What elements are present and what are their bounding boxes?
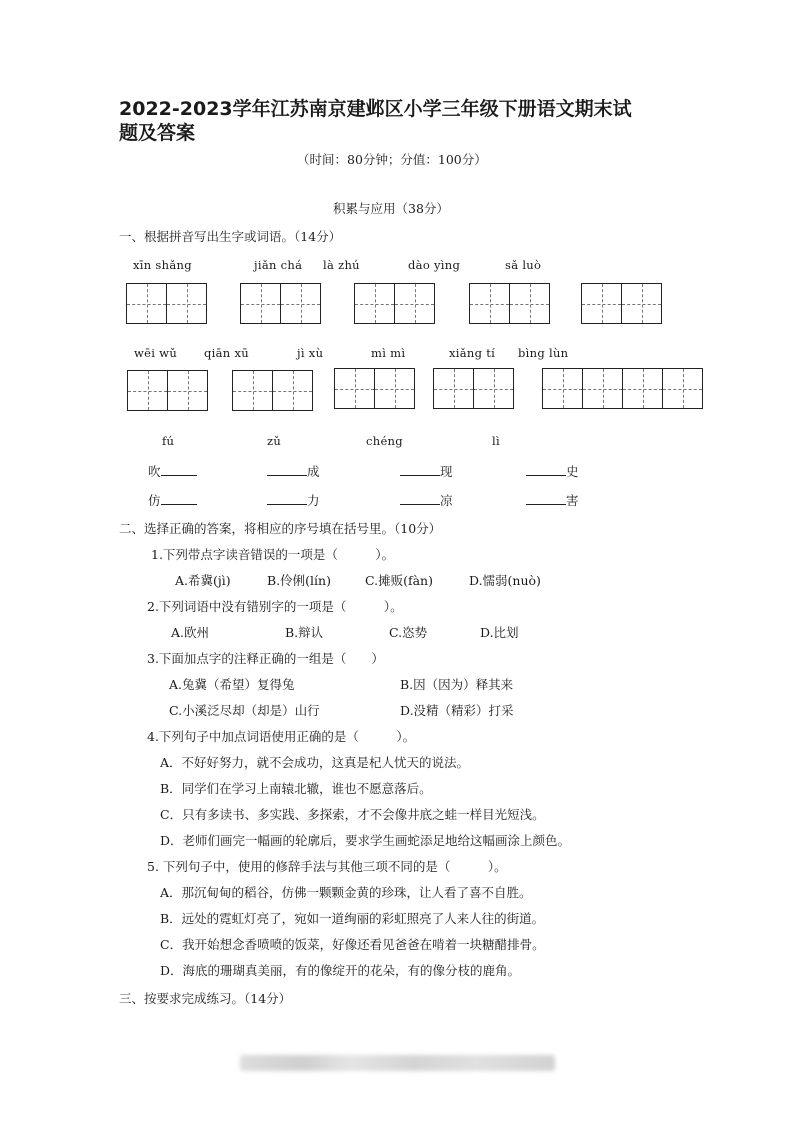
- writing-grid[interactable]: [240, 283, 321, 324]
- fill-item: 害: [526, 491, 579, 509]
- option[interactable]: A.兔冀（希望）复得兔: [169, 677, 295, 692]
- option[interactable]: C．只有多读书、多实践、多探索，才不会像井底之蛙一样目光短浅。: [160, 807, 545, 822]
- fill-item: 吹: [148, 462, 197, 480]
- question-stem: 4.下列句子中加点词语使用正确的是（ ）。: [147, 729, 416, 744]
- option[interactable]: B.辩认: [285, 625, 324, 640]
- option[interactable]: C.小溪泛尽却（却是）山行: [169, 703, 320, 718]
- option[interactable]: C.恣势: [389, 625, 428, 640]
- pinyin-label: là zhú: [323, 258, 360, 272]
- writing-grid[interactable]: [581, 283, 662, 324]
- option[interactable]: D．海底的珊瑚真美丽，有的像绽开的花朵，有的像分枝的鹿角。: [160, 963, 521, 978]
- pinyin-label: jì xù: [297, 346, 324, 360]
- pinyin-label: wēi wǔ: [134, 346, 178, 360]
- pinyin-label: mì mì: [371, 346, 406, 360]
- question-stem: 3.下面加点字的注释正确的一组是（ ）: [147, 651, 384, 666]
- answer-blank[interactable]: [267, 492, 307, 505]
- pinyin-label: sǎ luò: [505, 258, 542, 272]
- fill-item: 成: [267, 462, 320, 480]
- fill-item: 史: [526, 462, 579, 480]
- answer-blank[interactable]: [267, 463, 307, 476]
- pinyin-label: xīn shǎng: [133, 258, 192, 272]
- option[interactable]: D.懦弱(nuò): [469, 573, 541, 588]
- fill-item: 凉: [400, 491, 453, 509]
- writing-grid-long[interactable]: [542, 368, 703, 409]
- pinyin-label: jiǎn chá: [254, 258, 303, 272]
- answer-blank[interactable]: [400, 463, 440, 476]
- part-heading: 积累与应用（38分）: [333, 201, 449, 216]
- fill-item: 力: [267, 491, 320, 509]
- pinyin-label: bìng lùn: [518, 346, 569, 360]
- option[interactable]: D.比划: [480, 625, 519, 640]
- pinyin-label: lì: [492, 434, 500, 448]
- section-2-heading: 二、选择正确的答案，将相应的序号填在括号里。（10分）: [119, 521, 442, 536]
- pinyin-label: qiān xū: [204, 346, 249, 360]
- section-3-heading: 三、按要求完成练习。（14分）: [119, 991, 292, 1006]
- option[interactable]: B.伶俐(lín): [267, 573, 331, 588]
- pinyin-label: xiǎng tí: [449, 346, 496, 360]
- pinyin-label: fú: [162, 434, 175, 448]
- answer-blank[interactable]: [526, 492, 566, 505]
- fill-item: 仿: [148, 491, 197, 509]
- option[interactable]: A．不好好努力，就不会成功，这真是杞人忧天的说法。: [160, 755, 470, 770]
- pinyin-label: zǔ: [267, 434, 282, 448]
- writing-grid[interactable]: [334, 368, 415, 409]
- writing-grid[interactable]: [469, 283, 550, 324]
- exam-meta: （时间：80分钟；分值：100分）: [297, 152, 487, 167]
- pinyin-label: dào yìng: [408, 258, 461, 272]
- section-1-heading: 一、根据拼音写出生字或词语。（14分）: [119, 229, 342, 244]
- writing-grid[interactable]: [354, 283, 435, 324]
- writing-grid[interactable]: [433, 368, 514, 409]
- writing-grid[interactable]: [126, 283, 207, 324]
- writing-grid[interactable]: [127, 370, 208, 411]
- writing-grid[interactable]: [232, 370, 313, 411]
- option[interactable]: D．老师们画完一幅画的轮廓后，要求学生画蛇添足地给这幅画涂上颜色。: [160, 833, 571, 848]
- pinyin-label: chéng: [366, 434, 403, 448]
- title-line-1: 2022-2023学年江苏南京建邺区小学三年级下册语文期末试: [119, 98, 632, 120]
- option[interactable]: D.没精（精彩）打采: [400, 703, 514, 718]
- answer-blank[interactable]: [400, 492, 440, 505]
- title-line-2: 题及答案: [119, 122, 196, 144]
- option[interactable]: A.希冀(jì): [175, 573, 231, 588]
- option[interactable]: B．同学们在学习上南辕北辙，谁也不愿意落后。: [160, 781, 432, 796]
- answer-blank[interactable]: [161, 492, 197, 505]
- option[interactable]: C．我开始想念香喷喷的饭菜，好像还看见爸爸在啃着一块糖醋排骨。: [160, 937, 545, 952]
- question-stem: 1.下列带点字读音错误的一项是（ ）。: [151, 547, 395, 562]
- question-stem: 5. 下列句子中，使用的修辞手法与其他三项不同的是（ ）。: [147, 859, 507, 874]
- fill-item: 现: [400, 462, 453, 480]
- option[interactable]: A.欧州: [171, 625, 210, 640]
- blurred-footer-watermark: [240, 1055, 555, 1071]
- option[interactable]: B．远处的霓虹灯亮了，宛如一道绚丽的彩虹照亮了人来人往的街道。: [160, 911, 545, 926]
- answer-blank[interactable]: [526, 463, 566, 476]
- question-stem: 2.下列词语中没有错别字的一项是（ ）。: [147, 599, 403, 614]
- option[interactable]: C.摊贩(fàn): [365, 573, 433, 588]
- answer-blank[interactable]: [161, 463, 197, 476]
- option[interactable]: A．那沉甸甸的稻谷，仿佛一颗颗金黄的珍珠，让人看了喜不自胜。: [160, 885, 532, 900]
- option[interactable]: B.因（因为）释其来: [400, 677, 514, 692]
